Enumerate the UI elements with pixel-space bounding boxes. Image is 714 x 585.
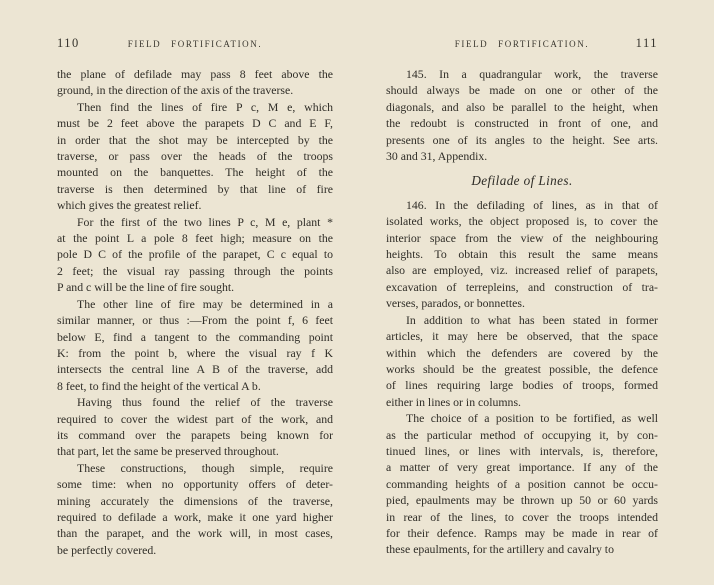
text-line: similar manner, or thus :—From the point f, 6 feet bbox=[57, 313, 333, 328]
text-line: Having thus found the relief of the traverse bbox=[77, 395, 333, 410]
text-line: required to defilade a work, make it one yard higher bbox=[57, 509, 333, 524]
text-line: mining accurately the dimensions of the traverse, bbox=[57, 493, 333, 508]
text-line: also are employed, viz. increased relief of parapets, bbox=[386, 263, 658, 278]
text-line: 2 feet; the visual ray passing through the points bbox=[57, 263, 333, 278]
text-line: tinued lines, or lines with intervals, is, therefore, bbox=[386, 443, 658, 458]
text-line: presents one of its angles to the height. See arts. bbox=[386, 132, 658, 147]
text-line: The choice of a position to be fortified, as well bbox=[406, 411, 658, 426]
text-line: These constructions, though simple, require bbox=[77, 460, 333, 475]
page-right bbox=[386, 36, 658, 558]
text-line: in order that the shot may be intercepted by the bbox=[57, 132, 333, 147]
text-line: Then find the lines of fire P c, M e, which bbox=[77, 99, 333, 114]
text-line: of lines requiring large bodies of troops, formed bbox=[386, 378, 658, 393]
text-line: isolated works, the object proposed is, to cover the bbox=[386, 214, 658, 229]
paragraph bbox=[57, 394, 333, 460]
paragraph bbox=[386, 312, 658, 410]
text-line: below E, find a tangent to the commanding point bbox=[57, 329, 333, 344]
text-line: within which the defenders are covered by the bbox=[386, 345, 658, 360]
text-line: in rear of the lines, to cover the troops intended bbox=[386, 509, 658, 524]
page-number-right: 111 bbox=[635, 36, 658, 50]
page-left bbox=[57, 36, 333, 558]
text-line: 146. In the defilading of lines, as in that of bbox=[406, 197, 658, 212]
text-line: pied, epaulments may be thrown up 50 or 60 yards bbox=[386, 493, 658, 508]
paragraph bbox=[386, 410, 658, 558]
paragraph bbox=[57, 66, 333, 99]
text-line: the plane of defilade may pass 8 feet above the bbox=[57, 67, 333, 81]
page-body-left bbox=[57, 66, 333, 558]
text-line: mounted on the banquettes. The height of the bbox=[57, 165, 333, 180]
paragraph bbox=[57, 296, 333, 394]
text-line: traverse is then determined by that line of fire bbox=[57, 181, 333, 196]
text-line: intersects the central line A B of the traverse, add bbox=[57, 362, 333, 377]
text-line: these epaulments, for the artillery and cavalry to bbox=[386, 542, 614, 557]
text-line: works should be the greatest possible, the defence bbox=[386, 361, 658, 376]
running-head-left: FIELD FORTIFICATION. bbox=[127, 38, 263, 49]
text-line: K: from the point b, where the visual ray f K bbox=[57, 345, 333, 360]
text-line: the redoubt is constructed in front of one, and bbox=[386, 116, 658, 131]
page-header-right bbox=[386, 36, 658, 66]
text-line: that part, let the same be preserved throughout. bbox=[57, 444, 279, 459]
text-line: traverse, or pass over the heads of the troops bbox=[57, 149, 333, 164]
text-line: should always be made on one or other of the bbox=[386, 83, 658, 98]
paragraph bbox=[57, 460, 333, 558]
text-line: excavation of terrepleins, and construction of tra- bbox=[386, 279, 658, 294]
text-line: commanding heights of a position cannot be occu- bbox=[386, 476, 658, 491]
text-line: diagonals, and also be parallel to the height, when bbox=[386, 99, 658, 114]
page-number-left: 110 bbox=[57, 36, 80, 50]
paragraph bbox=[386, 197, 658, 312]
paragraph bbox=[386, 66, 658, 164]
text-line: heights. To obtain this result the same means bbox=[386, 247, 658, 262]
text-line: For the first of the two lines P c, M e, plant * bbox=[77, 214, 333, 229]
text-line: 8 feet, to find the height of the vertical A b. bbox=[57, 378, 261, 393]
text-line: ground, in the direction of the axis of the traverse. bbox=[57, 83, 294, 98]
text-line: pole D C of the profile of the parapet, C c equal to bbox=[57, 247, 333, 262]
section-heading: Defilade of Lines. bbox=[471, 173, 573, 189]
paragraph bbox=[57, 214, 333, 296]
text-line: required to cover the widest part of the work, and bbox=[57, 411, 333, 426]
text-line: either in lines or in columns. bbox=[386, 394, 521, 409]
text-line: for their defence. Ramps may be made in rear of bbox=[386, 525, 658, 540]
paragraph bbox=[57, 99, 333, 214]
text-line: must be 2 feet above the parapets D C and E F, bbox=[57, 116, 333, 131]
text-line: interior space from the view of the neighbouring bbox=[386, 230, 658, 245]
text-line: than the parapet, and the work will, in most cases, bbox=[57, 526, 333, 541]
text-line: a matter of very great importance. If any of the bbox=[386, 460, 658, 475]
text-line: The other line of fire may be determined in a bbox=[77, 296, 333, 311]
running-head-right: FIELD FORTIFICATION. bbox=[454, 38, 590, 49]
text-line: 145. In a quadrangular work, the traverse bbox=[406, 67, 658, 81]
text-line: In addition to what has been stated in former bbox=[406, 312, 658, 327]
text-line: 30 and 31, Appendix. bbox=[386, 149, 488, 164]
text-line: as the particular method of occupying it, by con- bbox=[386, 427, 658, 442]
text-line: at the point L a pole 8 feet high; measure on the bbox=[57, 231, 333, 246]
text-line: its command over the parapets being known for bbox=[57, 427, 333, 442]
text-line: verses, parados, or bonnettes. bbox=[386, 296, 525, 311]
page-body-right bbox=[386, 66, 658, 558]
text-line: be perfectly covered. bbox=[57, 542, 157, 557]
page-header-left bbox=[57, 36, 333, 66]
text-line: articles, it may here be observed, that the space bbox=[386, 329, 658, 344]
text-line: P and c will be the line of fire sought. bbox=[57, 280, 235, 295]
text-line: which gives the greatest relief. bbox=[57, 198, 202, 213]
text-line: some time: when no opportunity offers of deter- bbox=[57, 477, 333, 492]
